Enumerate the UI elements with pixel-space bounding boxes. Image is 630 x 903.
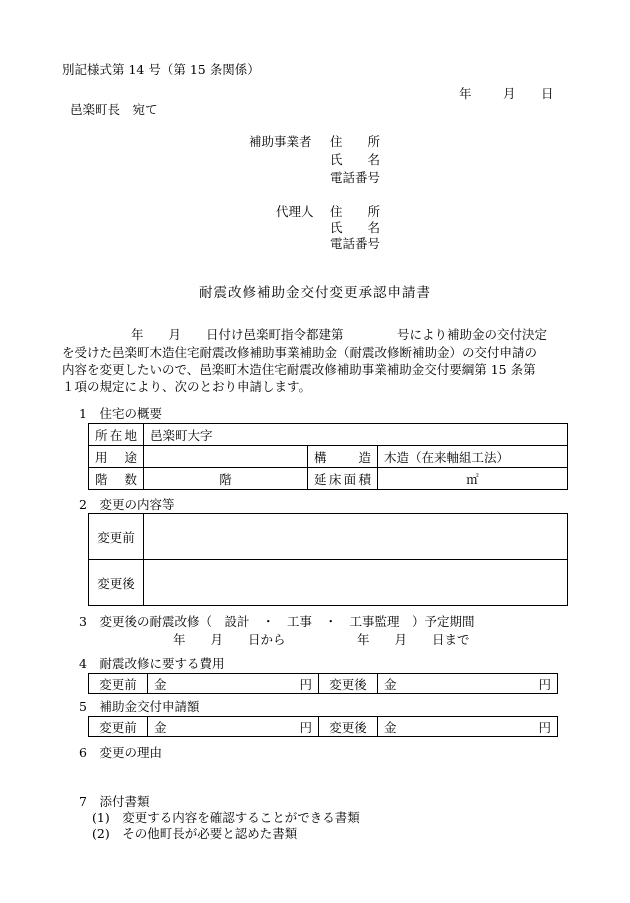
subsidy-after-money-prefix: 金 (384, 719, 397, 735)
subsidy-after-label: 変更後 (319, 717, 378, 737)
structure-label: 構 造 (308, 446, 378, 468)
applicant-name-label: 氏 名 (330, 152, 381, 167)
floor-area-label: 延床面積 (308, 468, 378, 490)
section1-heading: 1 住宅の概要 (79, 406, 162, 421)
subsidy-before-money-prefix: 金 (154, 719, 167, 735)
agent-address-label: 住 所 (330, 204, 381, 219)
cost-after-money-prefix: 金 (384, 676, 397, 692)
agent-role-label: 代理人 (276, 204, 314, 219)
use-label: 用 途 (89, 446, 144, 468)
agent-name-label: 氏 名 (330, 220, 381, 235)
subsidy-amount-table (88, 716, 558, 737)
floors-value[interactable] (144, 468, 308, 490)
section2-heading: 2 変更の内容等 (79, 497, 175, 512)
form-number: 別記様式第 14 号（第 15 条関係） (62, 62, 260, 77)
subsidy-before-field[interactable] (148, 717, 319, 737)
body-line-3: 内容を変更したいので、邑楽町木造住宅耐震改修補助事業補助金交付要綱第 15 条第 (62, 362, 536, 377)
applicant-address-label: 住 所 (330, 134, 381, 149)
section5-heading: 5 補助金交付申請額 (79, 699, 200, 714)
change-before-label: 変更前 (89, 514, 144, 560)
date-day-label: 日 (541, 86, 554, 101)
section7-heading: 7 添付書類 (79, 794, 150, 809)
location-label: 所在地 (89, 424, 144, 446)
period-from: 年 月 日から (173, 632, 286, 647)
document-title: 耐震改修補助金交付変更承認申請書 (199, 285, 431, 301)
date-year-label: 年 (459, 86, 472, 101)
applicant-phone-label: 電話番号 (330, 170, 381, 185)
cost-before-label: 変更前 (89, 674, 148, 694)
floors-label: 階 数 (89, 468, 144, 490)
subsidy-before-yen: 円 (299, 719, 312, 735)
attachment-item-1: (1) 変更する内容を確認することができる書類 (92, 810, 360, 825)
cost-before-money-prefix: 金 (154, 676, 167, 692)
change-after-label: 変更後 (89, 560, 144, 606)
section4-heading: 4 耐震改修に要する費用 (79, 656, 225, 671)
floors-unit: 階 (219, 471, 232, 487)
cost-before-field[interactable] (148, 674, 319, 694)
structure-value[interactable]: 木造（在来軸組工法） (378, 446, 568, 468)
location-value[interactable]: 邑楽町大字 (144, 424, 568, 446)
floor-area-unit: ㎡ (466, 471, 479, 487)
date-month-label: 月 (503, 86, 516, 101)
agent-phone-label: 電話番号 (330, 236, 381, 251)
body-line-4: １項の規定により、次のとおり申請します。 (62, 379, 312, 394)
section6-heading: 6 変更の理由 (79, 745, 162, 760)
use-value[interactable] (144, 446, 308, 468)
section3-heading: 3 変更後の耐震改修（ 設計 ・ 工事 ・ 工事監理 ）予定期間 (79, 614, 475, 629)
addressee: 邑楽町長 宛て (70, 102, 158, 117)
change-content-table (88, 513, 568, 606)
body-line-1b: 号により補助金の交付決定 (397, 327, 548, 342)
floor-area-value[interactable] (378, 468, 568, 490)
subsidy-before-label: 変更前 (89, 717, 148, 737)
applicant-role-label: 補助事業者 (249, 134, 312, 149)
body-line-2: を受けた邑楽町木造住宅耐震改修補助事業補助金（耐震改修断補助金）の交付申請の (62, 345, 538, 360)
renovation-cost-table (88, 673, 558, 694)
attachment-item-2: (2) その他町長が必要と認めた書類 (92, 826, 298, 841)
change-before-field[interactable] (144, 514, 568, 560)
cost-after-field[interactable] (378, 674, 558, 694)
subsidy-after-field[interactable] (378, 717, 558, 737)
housing-overview-table (88, 423, 568, 490)
cost-after-label: 変更後 (319, 674, 378, 694)
change-after-field[interactable] (144, 560, 568, 606)
subsidy-after-yen: 円 (538, 719, 551, 735)
cost-after-yen: 円 (538, 676, 551, 692)
period-to: 年 月 日まで (357, 632, 470, 647)
body-line-1a: 年 月 日付け邑楽町指令都建第 (131, 327, 344, 342)
cost-before-yen: 円 (299, 676, 312, 692)
